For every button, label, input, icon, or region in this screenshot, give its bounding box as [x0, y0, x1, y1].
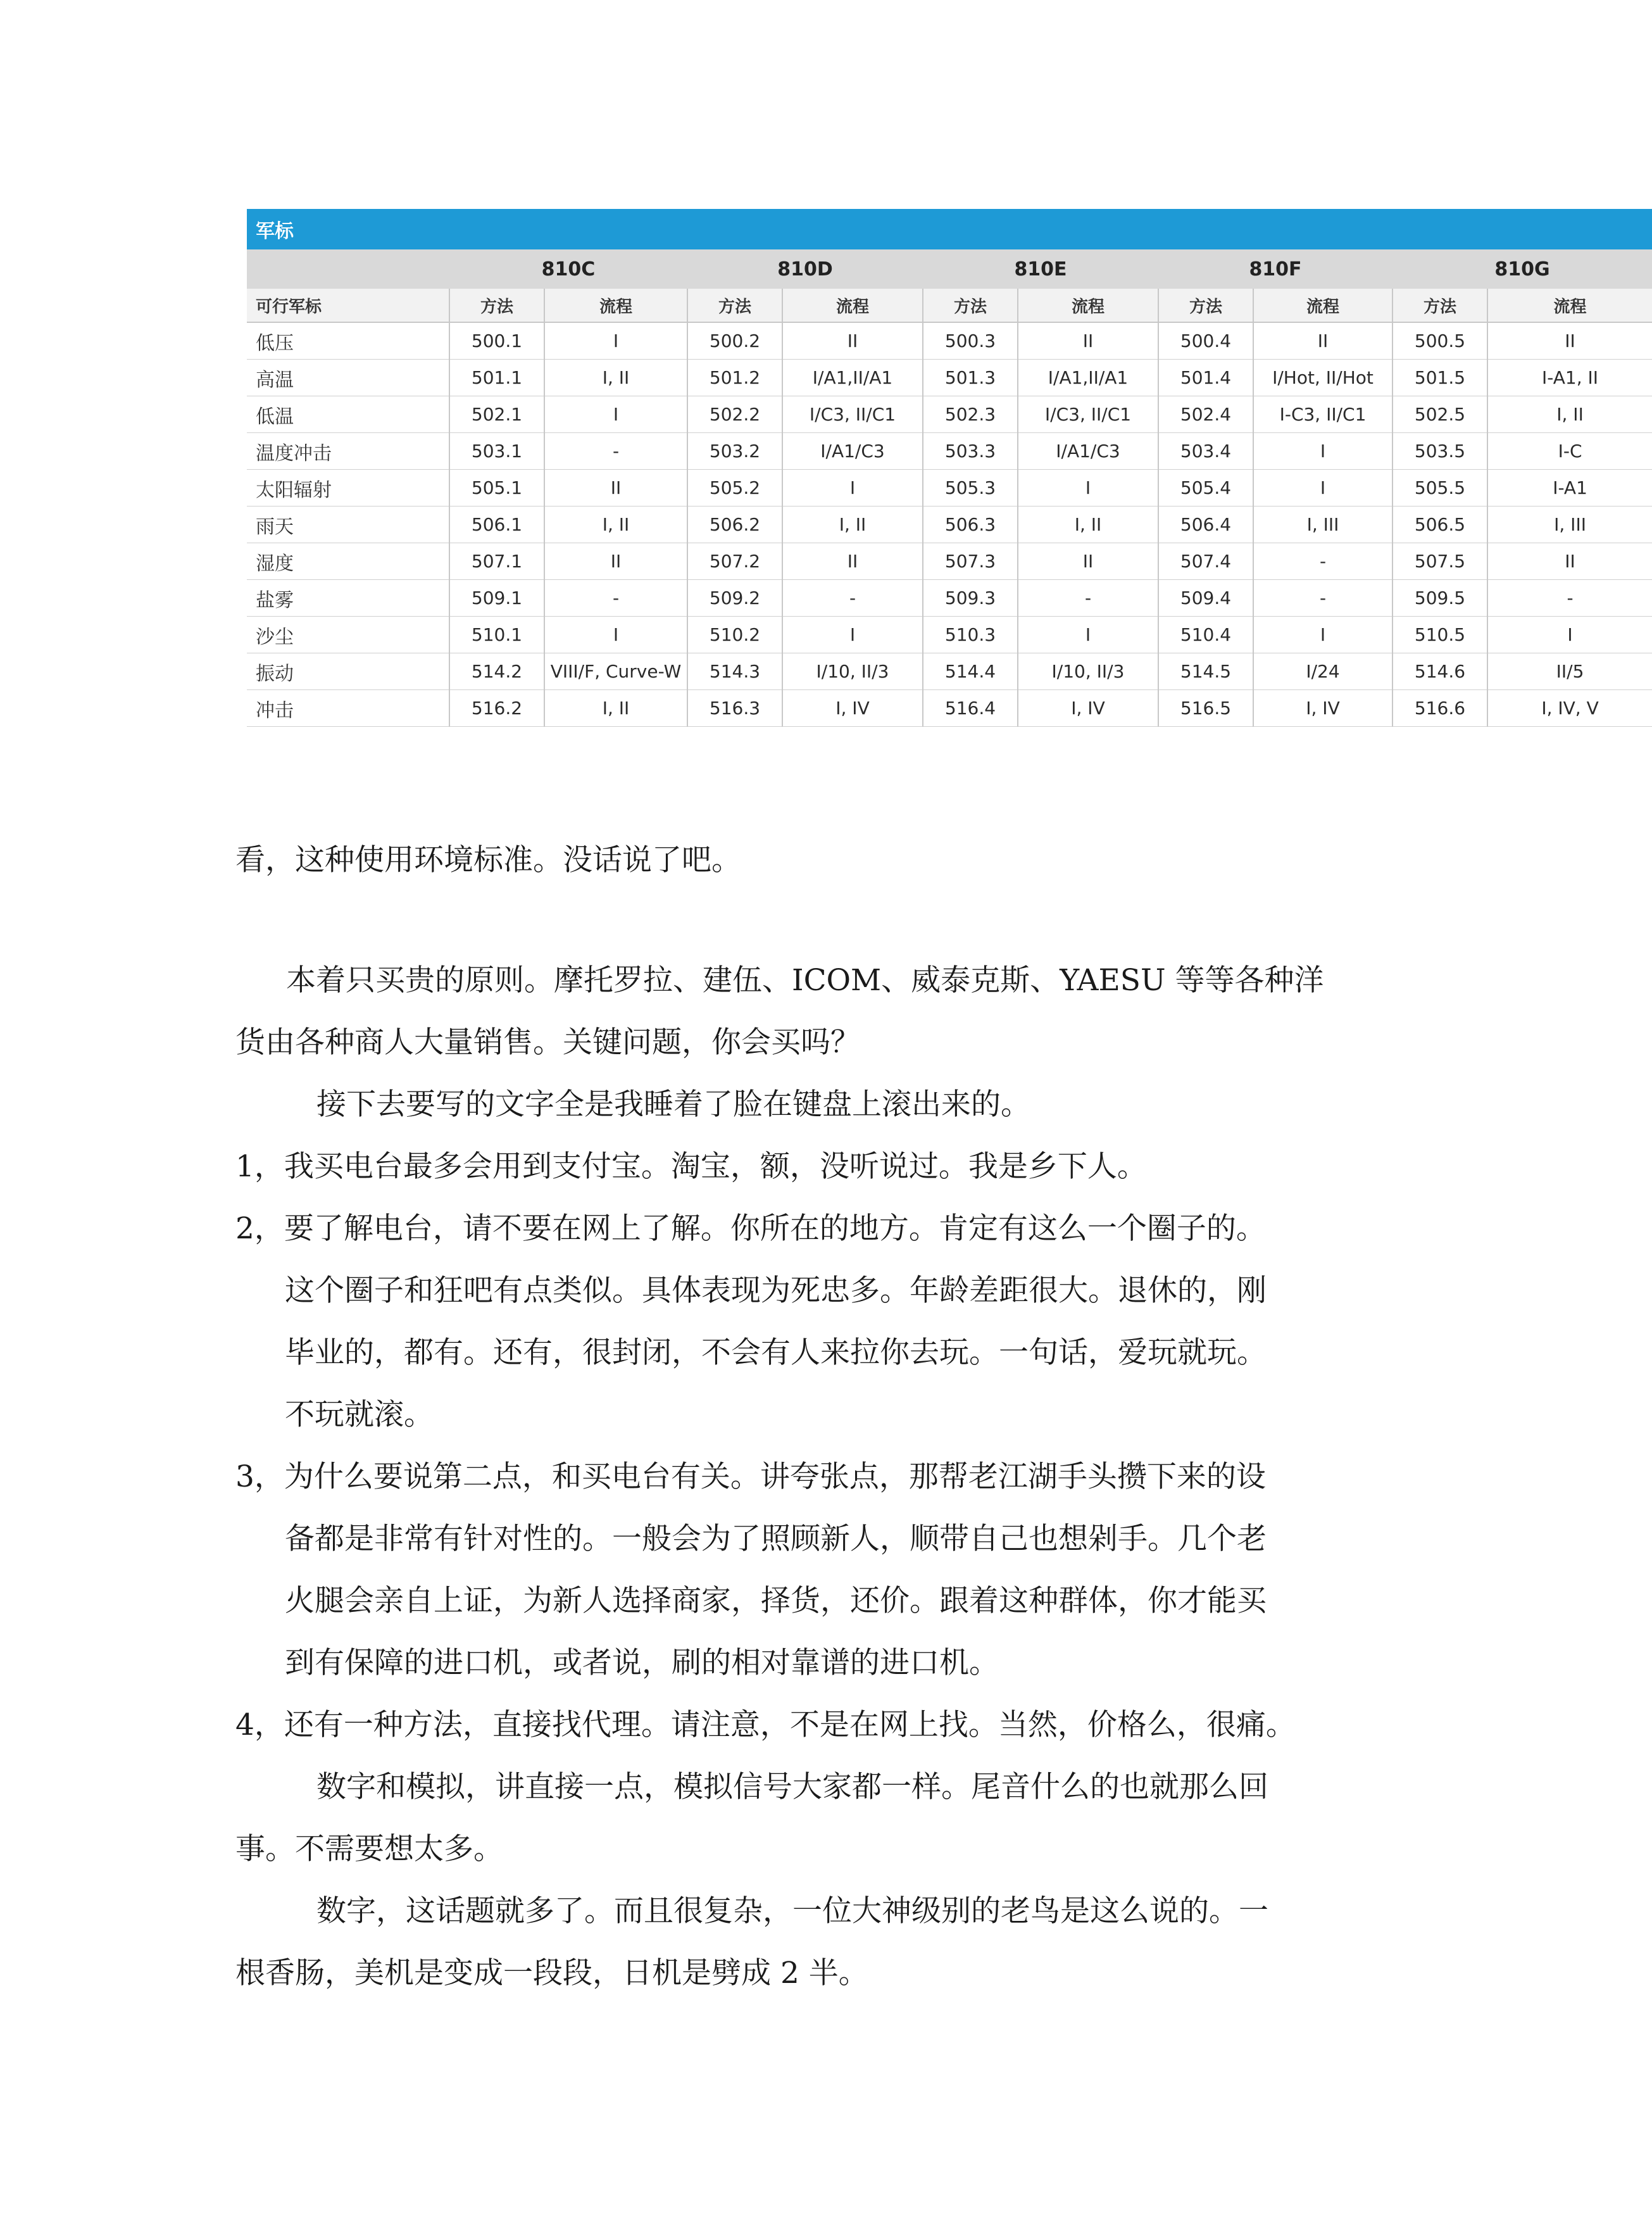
table-cell-flow: I/C3, II/C1: [782, 396, 923, 433]
table-cell-method: 501.5: [1392, 360, 1487, 396]
table-cell-method: 503.3: [923, 433, 1018, 470]
table-cell-flow: I/24: [1253, 653, 1392, 690]
paragraph-line: 货由各种商人大量销售。关键问题，你会买吗？: [235, 1025, 860, 1060]
table-cell-method: 510.1: [449, 617, 544, 653]
paragraph-line: 事。不需要想太多。: [235, 1832, 503, 1866]
table-row-label: 温度冲击: [247, 433, 449, 470]
table-cell-flow: I/10, II/3: [1018, 653, 1158, 690]
table-version-header: 810G: [1392, 249, 1652, 289]
table-cell-method: 514.4: [923, 653, 1018, 690]
table-version-header: 810F: [1158, 249, 1392, 289]
table-sub-flow: 流程: [782, 289, 923, 322]
table-sub-method: 方法: [687, 289, 782, 322]
table-cell-method: 506.4: [1158, 506, 1253, 543]
table-cell-flow: I, IV: [1253, 690, 1392, 727]
table-cell-flow: I, IV: [1018, 690, 1158, 727]
table-cell-flow: I/10, II/3: [782, 653, 923, 690]
table-cell-flow: I, IV: [782, 690, 923, 727]
table-sub-method: 方法: [449, 289, 544, 322]
table-banner-title: 军标: [247, 209, 1652, 249]
table-cell-flow: I: [782, 617, 923, 653]
paragraph-line: 数字，这话题就多了。而且很复杂，一位大神级别的老鸟是这么说的。一: [316, 1894, 1268, 1928]
table-cell-method: 505.4: [1158, 470, 1253, 506]
table-cell-method: 514.2: [449, 653, 544, 690]
table-cell-method: 510.3: [923, 617, 1018, 653]
table-cell-method: 503.2: [687, 433, 782, 470]
table-cell-flow: I, III: [1487, 506, 1652, 543]
table-cell-method: 500.3: [923, 322, 1018, 360]
table-cell-method: 502.1: [449, 396, 544, 433]
table-version-spacer: [247, 249, 449, 289]
table-cell-flow: I/A1/C3: [1018, 433, 1158, 470]
table-row-label: 振动: [247, 653, 449, 690]
table-cell-method: 502.3: [923, 396, 1018, 433]
table-cell-method: 516.2: [449, 690, 544, 727]
table-cell-method: 516.6: [1392, 690, 1487, 727]
table-cell-method: 509.3: [923, 580, 1018, 617]
table-cell-method: 502.2: [687, 396, 782, 433]
table-cell-method: 506.1: [449, 506, 544, 543]
table-cell-flow: II: [1487, 322, 1652, 360]
table-cell-flow: I, IV, V: [1487, 690, 1652, 727]
table-cell-flow: I, II: [782, 506, 923, 543]
table-sub-method: 方法: [1392, 289, 1487, 322]
table-cell-flow: I: [1018, 617, 1158, 653]
table-row-label: 低温: [247, 396, 449, 433]
table-cell-method: 502.5: [1392, 396, 1487, 433]
table-cell-method: 516.5: [1158, 690, 1253, 727]
table-cell-flow: I: [1253, 470, 1392, 506]
table-cell-flow: I-C3, II/C1: [1253, 396, 1392, 433]
table-version-header: 810D: [687, 249, 923, 289]
table-version-header: 810C: [449, 249, 687, 289]
table-cell-method: 516.3: [687, 690, 782, 727]
table-row: [247, 690, 1652, 727]
table-cell-method: 505.5: [1392, 470, 1487, 506]
table-cell-flow: I/C3, II/C1: [1018, 396, 1158, 433]
table-cell-method: 501.3: [923, 360, 1018, 396]
table-row-label: 低压: [247, 322, 449, 360]
list-item-line: 4，还有一种方法，直接找代理。请注意，不是在网上找。当然，价格么，很痛。: [235, 1708, 1296, 1742]
table-cell-flow: II: [1487, 543, 1652, 580]
table-row-label: 太阳辐射: [247, 470, 449, 506]
table-cell-method: 503.1: [449, 433, 544, 470]
table-cell-method: 516.4: [923, 690, 1018, 727]
table-cell-method: 507.3: [923, 543, 1018, 580]
table-body: [247, 322, 1652, 727]
table-cell-flow: -: [1487, 580, 1652, 617]
table-cell-flow: II: [1018, 543, 1158, 580]
table-cell-method: 509.2: [687, 580, 782, 617]
table-row: [247, 617, 1652, 653]
table-row-header-label: 可行军标: [247, 289, 449, 322]
table-cell-flow: I: [782, 470, 923, 506]
table-row-label: 高温: [247, 360, 449, 396]
table-cell-method: 500.1: [449, 322, 544, 360]
paragraph-line: 根香肠，美机是变成一段段，日机是劈成 2 半。: [235, 1956, 868, 1991]
table-cell-flow: I: [544, 617, 687, 653]
paragraph-line: 接下去要写的文字全是我睡着了脸在键盘上滚出来的。: [316, 1087, 1030, 1122]
paragraph-line: 看，这种使用环境标准。没话说了吧。: [235, 843, 741, 878]
table-cell-method: 510.4: [1158, 617, 1253, 653]
table-cell-flow: I: [1018, 470, 1158, 506]
table-cell-method: 502.4: [1158, 396, 1253, 433]
table-cell-flow: I-A1: [1487, 470, 1652, 506]
table-cell-flow: VIII/F, Curve-W: [544, 653, 687, 690]
table-cell-method: 509.1: [449, 580, 544, 617]
table-cell-method: 500.5: [1392, 322, 1487, 360]
table-sub-method: 方法: [1158, 289, 1253, 322]
table-cell-flow: II: [544, 543, 687, 580]
table-row: [247, 470, 1652, 506]
table-cell-flow: II: [1018, 322, 1158, 360]
table-sub-method: 方法: [923, 289, 1018, 322]
table-cell-method: 510.2: [687, 617, 782, 653]
table-cell-method: 509.5: [1392, 580, 1487, 617]
table-cell-flow: I, III: [1253, 506, 1392, 543]
table-cell-flow: II: [782, 322, 923, 360]
table-cell-flow: I-A1, II: [1487, 360, 1652, 396]
table-cell-flow: I: [1253, 617, 1392, 653]
table-cell-method: 507.4: [1158, 543, 1253, 580]
table-cell-flow: I: [1253, 433, 1392, 470]
table-cell-flow: -: [544, 580, 687, 617]
table-cell-method: 510.5: [1392, 617, 1487, 653]
table-cell-flow: I: [544, 396, 687, 433]
table-cell-method: 514.6: [1392, 653, 1487, 690]
table-cell-method: 500.2: [687, 322, 782, 360]
table-cell-method: 507.5: [1392, 543, 1487, 580]
table-row: [247, 322, 1652, 360]
paragraph-line: 数字和模拟，讲直接一点，模拟信号大家都一样。尾音什么的也就那么回: [316, 1770, 1268, 1804]
table-subheader-row: [247, 289, 1652, 322]
table-cell-flow: II: [1253, 322, 1392, 360]
table-cell-flow: II/5: [1487, 653, 1652, 690]
paragraph-line: 本着只买贵的原则。摩托罗拉、建伍、ICOM、威泰克斯、YAESU 等等各种洋: [286, 963, 1324, 998]
table-cell-flow: I, II: [1018, 506, 1158, 543]
table-row: [247, 396, 1652, 433]
table-cell-flow: I/A1/C3: [782, 433, 923, 470]
table-cell-flow: II: [544, 470, 687, 506]
table-row-label: 湿度: [247, 543, 449, 580]
table-cell-method: 503.4: [1158, 433, 1253, 470]
table-cell-method: 506.3: [923, 506, 1018, 543]
table-row: [247, 433, 1652, 470]
table-cell-flow: I/A1,II/A1: [1018, 360, 1158, 396]
table-sub-flow: 流程: [544, 289, 687, 322]
list-item-line: 不玩就滚。: [285, 1397, 434, 1432]
list-item-line: 3，为什么要说第二点，和买电台有关。讲夸张点，那帮老江湖手头攒下来的设: [235, 1459, 1266, 1494]
table-banner-row: [247, 209, 1652, 249]
table-cell-flow: -: [1018, 580, 1158, 617]
mil-std-table-image: [247, 209, 1599, 734]
table-sub-flow: 流程: [1253, 289, 1392, 322]
table-cell-method: 507.2: [687, 543, 782, 580]
table-cell-flow: I, II: [1487, 396, 1652, 433]
table-row-label: 冲击: [247, 690, 449, 727]
table-cell-method: 514.5: [1158, 653, 1253, 690]
table-cell-flow: I: [1487, 617, 1652, 653]
mil-std-table: [247, 209, 1652, 727]
list-item-line: 1，我买电台最多会用到支付宝。淘宝，额，没听说过。我是乡下人。: [235, 1149, 1147, 1184]
table-cell-method: 505.1: [449, 470, 544, 506]
table-sub-flow: 流程: [1487, 289, 1652, 322]
list-item-line: 备都是非常有针对性的。一般会为了照顾新人，顺带自己也想剁手。几个老: [285, 1521, 1267, 1556]
table-cell-method: 509.4: [1158, 580, 1253, 617]
table-cell-method: 501.2: [687, 360, 782, 396]
table-row: [247, 360, 1652, 396]
table-cell-method: 500.4: [1158, 322, 1253, 360]
table-cell-method: 505.2: [687, 470, 782, 506]
table-version-row: [247, 249, 1652, 289]
table-row-label: 雨天: [247, 506, 449, 543]
table-sub-flow: 流程: [1018, 289, 1158, 322]
table-cell-flow: I, II: [544, 360, 687, 396]
table-cell-flow: I-C: [1487, 433, 1652, 470]
table-cell-flow: -: [1253, 543, 1392, 580]
table-cell-flow: I/Hot, II/Hot: [1253, 360, 1392, 396]
table-cell-flow: I, II: [544, 506, 687, 543]
table-cell-method: 503.5: [1392, 433, 1487, 470]
table-cell-flow: -: [544, 433, 687, 470]
table-row: [247, 653, 1652, 690]
table-cell-method: 507.1: [449, 543, 544, 580]
table-cell-flow: I: [544, 322, 687, 360]
list-item-line: 到有保障的进口机，或者说，刷的相对靠谱的进口机。: [285, 1645, 999, 1680]
list-item-line: 2，要了解电台，请不要在网上了解。你所在的地方。肯定有这么一个圈子的。: [235, 1211, 1266, 1246]
table-row: [247, 543, 1652, 580]
table-row: [247, 506, 1652, 543]
table-row-label: 盐雾: [247, 580, 449, 617]
list-item-line: 火腿会亲自上证，为新人选择商家，择货，还价。跟着这种群体，你才能买: [285, 1583, 1267, 1618]
table-cell-method: 514.3: [687, 653, 782, 690]
table-cell-flow: -: [782, 580, 923, 617]
table-cell-flow: -: [1253, 580, 1392, 617]
table-row-label: 沙尘: [247, 617, 449, 653]
table-row: [247, 580, 1652, 617]
table-cell-method: 506.2: [687, 506, 782, 543]
list-item-line: 毕业的，都有。还有，很封闭，不会有人来拉你去玩。一句话，爱玩就玩。: [285, 1335, 1267, 1370]
table-cell-method: 501.1: [449, 360, 544, 396]
table-cell-method: 505.3: [923, 470, 1018, 506]
table-cell-flow: II: [782, 543, 923, 580]
table-cell-method: 501.4: [1158, 360, 1253, 396]
table-cell-flow: I, II: [544, 690, 687, 727]
table-cell-flow: I/A1,II/A1: [782, 360, 923, 396]
table-cell-method: 506.5: [1392, 506, 1487, 543]
list-item-line: 这个圈子和狂吧有点类似。具体表现为死忠多。年龄差距很大。退休的，刚: [285, 1273, 1267, 1308]
table-version-header: 810E: [923, 249, 1158, 289]
